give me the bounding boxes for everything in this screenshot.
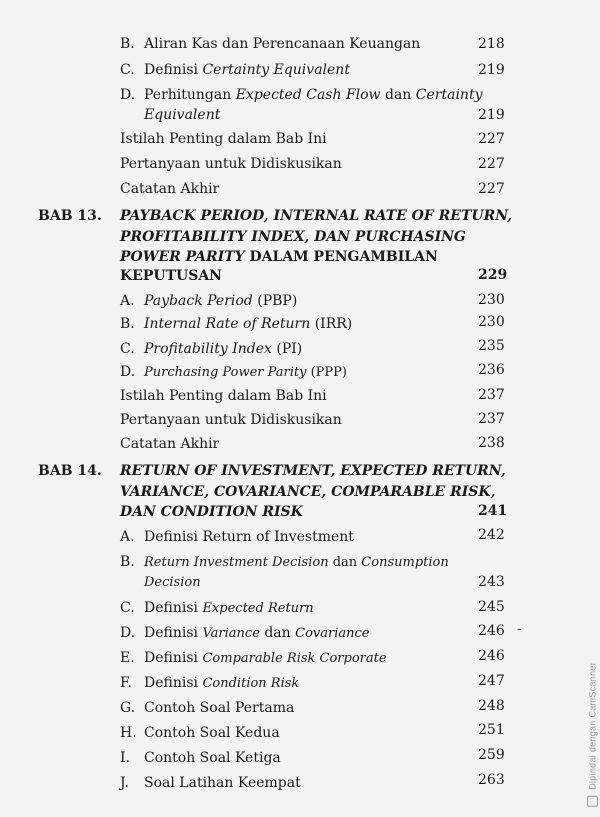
entry-text-italic: Expected Cash Flow (235, 87, 381, 103)
entry-letter: A. (120, 529, 135, 545)
chapter-title: PROFITABILITY INDEX, DAN PURCHASING (120, 229, 466, 245)
chapter-page: 241 (478, 503, 508, 519)
toc-entry (120, 553, 449, 572)
entry-text: (PI) (271, 341, 303, 357)
entry-continuation: Equivalent (144, 107, 221, 123)
entry-page: 218 (478, 36, 505, 52)
entry-text: Perhitungan (144, 87, 236, 103)
entry-text: Pertanyaan untuk Didiskusikan (120, 412, 342, 428)
chapter-title: DAN CONDITION RISK (120, 504, 303, 520)
toc-entry (120, 35, 420, 53)
toc-entry (120, 528, 354, 546)
toc-entry (120, 340, 302, 358)
entry-page: 246 (478, 623, 505, 639)
entry-letter: A. (120, 293, 135, 309)
stray-mark: - (517, 621, 522, 637)
toc-entry (120, 61, 350, 79)
entry-text-italic: Return Investment Decision (144, 555, 329, 570)
entry-text: (PPP) (306, 365, 347, 380)
entry-page: 237 (478, 411, 505, 427)
entry-text: Contoh Soal Pertama (144, 700, 295, 716)
entry-text: Soal Latihan Keempat (144, 775, 301, 791)
entry-text-italic: Payback Period (144, 293, 253, 309)
entry-page: 235 (478, 338, 505, 354)
toc-entry (120, 749, 281, 767)
entry-text-italic: Condition Risk (202, 676, 300, 691)
entry-letter: D. (120, 364, 136, 380)
entry-text-italic: Consumption (361, 555, 449, 570)
toc-entry (120, 724, 280, 742)
entry-text: (IRR) (310, 316, 353, 332)
watermark-text: Dipindai dengan CamScanner (587, 662, 598, 791)
entry-text: dan (259, 625, 296, 641)
toc-entry (120, 86, 482, 104)
toc-entry (120, 774, 301, 792)
entry-text: Definisi (144, 62, 203, 78)
entry-letter: E. (120, 650, 135, 666)
entry-letter: F. (120, 675, 132, 691)
entry-text-italic: Certainty (415, 87, 483, 103)
entry-text: Catatan Akhir (120, 181, 220, 197)
entry-page: 251 (478, 722, 505, 738)
entry-page: 237 (478, 387, 505, 403)
chapter-page: 229 (478, 267, 508, 283)
entry-text: Catatan Akhir (120, 436, 220, 452)
toc-entry (120, 292, 297, 310)
toc-entry (120, 363, 347, 382)
toc-entry (120, 599, 314, 618)
entry-letter: G. (120, 700, 136, 716)
entry-text-italic: Internal Rate of Return (144, 316, 311, 332)
entry-page: 230 (478, 314, 505, 330)
entry-page: 236 (478, 362, 505, 378)
entry-continuation: Decision (144, 575, 201, 590)
entry-page: 219 (478, 62, 505, 78)
entry-letter: I. (120, 750, 130, 766)
entry-page: 243 (478, 574, 505, 590)
entry-text: Definisi Return of Investment (144, 529, 354, 545)
entry-text: Contoh Soal Kedua (144, 725, 280, 741)
entry-text-italic: Covariance (295, 626, 370, 641)
chapter-title: KEPUTUSAN (120, 268, 222, 284)
entry-page: 248 (478, 698, 505, 714)
entry-text-italic: Certainty Equivalent (202, 62, 350, 78)
entry-page: 227 (478, 156, 505, 172)
entry-letter: D. (120, 625, 136, 641)
camscanner-logo-icon (587, 796, 598, 807)
entry-text: Definisi (144, 625, 203, 641)
toc-entry (120, 699, 294, 717)
chapter-title-plain: DALAM PENGAMBILAN (244, 249, 438, 265)
toc-entry (120, 315, 352, 333)
entry-page: 259 (478, 747, 505, 763)
entry-text: Aliran Kas dan Perencanaan Keuangan (144, 36, 421, 52)
chapter-label: BAB 14. (38, 463, 102, 479)
entry-text: Pertanyaan untuk Didiskusikan (120, 156, 342, 172)
entry-letter: C. (120, 62, 135, 78)
toc-entry (120, 674, 299, 693)
chapter-title-italic: POWER PARITY (120, 249, 245, 265)
entry-page: 227 (478, 181, 505, 197)
entry-letter: D. (120, 87, 136, 103)
chapter-title: RETURN OF INVESTMENT, EXPECTED RETURN, (120, 463, 506, 479)
entry-text-italic: Variance (202, 626, 260, 641)
entry-text: dan (380, 87, 416, 103)
chapter-label: BAB 13. (38, 208, 102, 224)
entry-letter: B. (120, 554, 135, 570)
entry-text: Istilah Penting dalam Bab Ini (120, 131, 327, 147)
entry-page: 246 (478, 648, 505, 664)
entry-page: 245 (478, 599, 505, 615)
entry-text: Definisi (144, 650, 203, 666)
chapter-title: PAYBACK PERIOD, INTERNAL RATE OF RETURN, (120, 208, 513, 224)
entry-letter: B. (120, 316, 135, 332)
entry-letter: C. (120, 600, 135, 616)
entry-text: (PBP) (252, 293, 298, 309)
toc-entry (120, 649, 387, 668)
entry-text: Contoh Soal Ketiga (144, 750, 281, 766)
toc-entry (120, 624, 369, 643)
entry-letter: H. (120, 725, 137, 741)
entry-text-italic: Comparable Risk Corporate (202, 651, 387, 666)
camscanner-watermark (587, 662, 598, 807)
entry-text-italic: Profitability Index (144, 341, 272, 357)
entry-page: 247 (478, 673, 505, 689)
entry-letter: C. (120, 341, 135, 357)
entry-page: 263 (478, 772, 505, 788)
entry-text-italic: Purchasing Power Parity (144, 365, 307, 380)
entry-letter: J. (120, 775, 129, 791)
entry-text: Definisi (144, 600, 203, 616)
entry-letter: B. (120, 36, 135, 52)
entry-text: Definisi (144, 675, 203, 691)
entry-page: 230 (478, 292, 505, 308)
entry-page: 242 (478, 527, 505, 543)
entry-text: dan (328, 555, 362, 570)
entry-text: Istilah Penting dalam Bab Ini (120, 388, 327, 404)
entry-text-italic: Expected Return (202, 601, 314, 616)
chapter-title: VARIANCE, COVARIANCE, COMPARABLE RISK, (120, 484, 496, 500)
entry-page: 238 (478, 435, 505, 451)
entry-page: 227 (478, 131, 505, 147)
chapter-title (120, 248, 438, 266)
entry-page: 219 (478, 107, 505, 123)
